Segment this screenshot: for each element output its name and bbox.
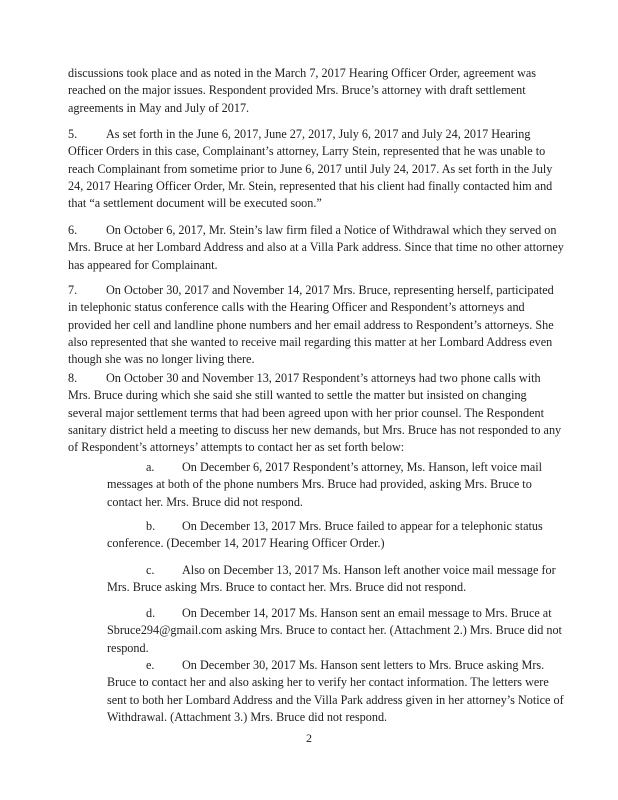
paragraph-5 — [68, 126, 564, 212]
subparagraph-text: On December 13, 2017 Mrs. Bruce failed to appear for a telephonic status conference. (December 14, 2017 Hearing Officer Order.) — [107, 519, 543, 551]
subparagraph-a — [107, 459, 564, 511]
paragraph-number: 5. — [68, 127, 78, 141]
paragraph-number: 7. — [68, 283, 78, 297]
subparagraph-letter: a. — [146, 460, 155, 474]
subparagraph-text: On December 30, 2017 Ms. Hanson sent letters to Mrs. Bruce asking Mrs. Bruce to contact her and also asking her to verify her contact information. The letters were sent to both her Lombard Address and the Villa Park address given in her attorney’s Notice of Withdrawal. (Attachment 3.) Mrs. Bruce did not respond. — [107, 658, 564, 724]
subparagraph-b — [107, 518, 564, 553]
page-number: 2 — [306, 731, 312, 745]
continuation-paragraph: discussions took place and as noted in the March 7, 2017 Hearing Officer Order, agreement was reached on the major issues. Respondent provided Mrs. Bruce’s attorney with draft settlement agreements in May and July of 2017. — [68, 66, 537, 115]
paragraph-text: As set forth in the June 6, 2017, June 27, 2017, July 6, 2017 and July 24, 2017 Hearing Officer Orders in this case, Complainant’s attorney, Larry Stein, represented that he was unable to reach Complainant from sometime prior to June 6, 2017 until July 24, 2017. As set forth in the July 24, 2017 Hearing Officer Order, Mr. Stein, represented that his client had finally contacted him and that “a settlement document will be executed soon.” — [68, 127, 553, 211]
paragraph-number: 8. — [68, 371, 78, 385]
paragraph-text: On October 30, 2017 and November 14, 2017 Mrs. Bruce, representing herself, participated in telephonic status conference calls with the Hearing Officer and Respondent’s attorneys and provided her cell and landline phone numbers and her email address to Respondent’s attorneys. She also represented that she wanted to receive mail regarding this matter at her Lombard Address even though she was no longer living there. — [68, 283, 554, 367]
paragraph-8 — [68, 370, 564, 456]
subparagraph-letter: e. — [146, 658, 155, 672]
subparagraph-letter: c. — [146, 563, 155, 577]
paragraph-text: On October 6, 2017, Mr. Stein’s law firm filed a Notice of Withdrawal which they served on Mrs. Bruce at her Lombard Address and also at a Villa Park address. Since that time no other attorney has appeared for Complainant. — [68, 223, 564, 272]
subparagraph-text: On December 6, 2017 Respondent’s attorney, Ms. Hanson, left voice mail messages at both of the phone numbers Mrs. Bruce had provided, asking Mrs. Bruce to contact her. Mrs. Bruce did not respond. — [107, 460, 543, 509]
paragraph-7 — [68, 282, 564, 368]
subparagraph-letter: d. — [146, 606, 156, 620]
paragraph-6 — [68, 222, 564, 274]
subparagraph-d — [107, 605, 564, 657]
subparagraph-e — [107, 657, 564, 726]
subparagraph-c — [107, 562, 564, 597]
paragraph-text: On October 30 and November 13, 2017 Respondent’s attorneys had two phone calls with Mrs. Bruce during which she said she still wanted to settle the matter but insisted on changing several major settlement terms that had been agreed upon with her prior counsel. The Respondent sanitary district held a meeting to discuss her new demands, but Mrs. Bruce has not responded to any of Respondent’s attorneys’ attempts to contact her as set forth below: — [68, 371, 562, 455]
subparagraph-text: Also on December 13, 2017 Ms. Hanson left another voice mail message for Mrs. Bruce asking Mrs. Bruce to contact her. Mrs. Bruce did not respond. — [107, 563, 556, 595]
subparagraph-text: On December 14, 2017 Ms. Hanson sent an email message to Mrs. Bruce at Sbruce294@gmail.com asking Mrs. Bruce to contact her. (Attachment 2.) Mrs. Bruce did not respond. — [107, 606, 562, 655]
subparagraph-letter: b. — [146, 519, 156, 533]
paragraph-number: 6. — [68, 223, 78, 237]
